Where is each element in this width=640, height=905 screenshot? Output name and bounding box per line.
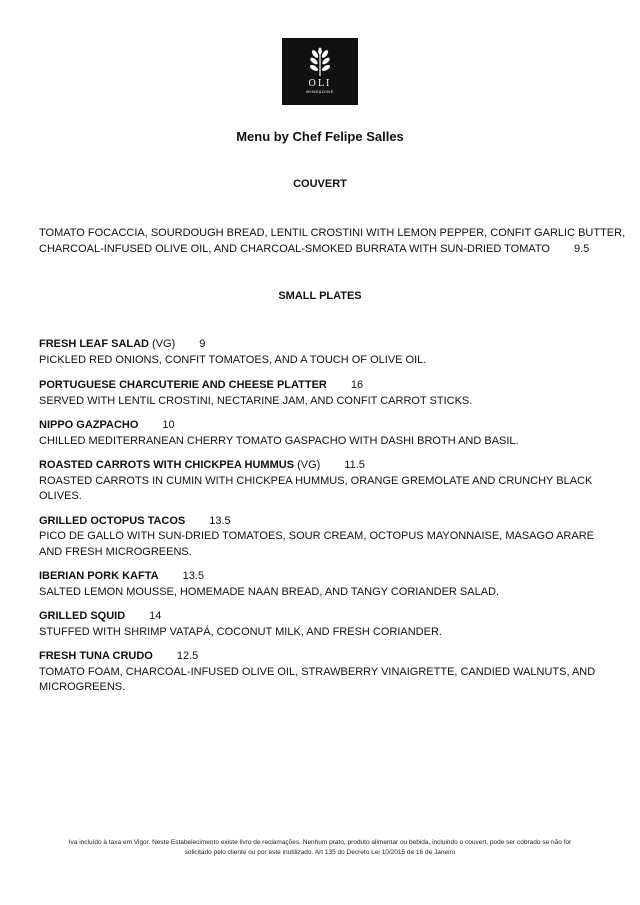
couvert-price: 9.5 (573, 243, 590, 255)
olive-branch-icon (305, 47, 335, 77)
couvert-line-2-text: CHARCOAL-INFUSED OLIVE OIL, AND CHARCOAL-SMOKED BURRATA WITH SUN-DRIED TOMATO (39, 243, 550, 255)
item-note: (VG) (149, 338, 176, 350)
item-description: CHILLED MEDITERRANEAN CHERRY TOMATO GASPACHO WITH DASHI BROTH AND BASIL. (39, 434, 519, 447)
menu-item (39, 649, 609, 696)
item-name: GRILLED SQUID (39, 610, 126, 622)
menu-item (39, 378, 609, 409)
item-name: PORTUGUESE CHARCUTERIE AND CHEESE PLATTER (39, 379, 327, 391)
menu-item (39, 569, 609, 600)
couvert-description (39, 225, 626, 257)
item-name: GRILLED OCTOPUS TACOS (39, 514, 186, 527)
item-description: STUFFED WITH SHRIMP VATAPÁ, COCONUT MILK, AND FRESH CORIANDER. (39, 625, 442, 638)
menu-item (39, 514, 609, 561)
item-name: NIPPO GAZPACHO (39, 419, 139, 431)
item-price: 11.5 (344, 459, 365, 471)
chef-credit: Menu by Chef Felipe Salles (236, 129, 404, 144)
small-plates-list (39, 337, 609, 696)
menu-item (39, 609, 609, 640)
item-description: SALTED LEMON MOUSSE, HOMEMADE NAAN BREAD, AND TANGY CORIANDER SALAD. (39, 585, 500, 598)
item-description: TOMATO FOAM, CHARCOAL-INFUSED OLIVE OIL, STRAWBERRY VINAIGRETTE, CANDIED WALNUTS, AND MICROGREENS. (39, 665, 596, 693)
item-price: 16 (350, 379, 364, 391)
item-description: PICO DE GALLO WITH SUN-DRIED TOMATOES, SOUR CREAM, OCTOPUS MAYONNAISE, MASAGO ARARE AND FRESH MICROGREENS. (39, 530, 594, 558)
menu-item (39, 418, 609, 449)
item-price: 13.5 (209, 514, 231, 527)
footer-line-2: solicitado pelo cliente ou por este inutilizado. Art 135 do Decreto Lei 10/2015 de 16 de Janeiro (184, 849, 456, 856)
item-name: FRESH TUNA CRUDO (39, 650, 153, 662)
couvert-line-1: TOMATO FOCACCIA, SOURDOUGH BREAD, LENTIL CROSTINI WITH LEMON PEPPER, CONFIT GARLIC BUTTER, (39, 227, 626, 239)
item-price: 12.5 (176, 650, 199, 662)
item-price: 10 (162, 419, 175, 431)
menu-item (39, 337, 609, 368)
item-price: 13.5 (182, 570, 204, 582)
small-plates-heading: SMALL PLATES (278, 290, 362, 302)
item-description: SERVED WITH LENTIL CROSTINI, NECTARINE JAM, AND CONFIT CARROT STICKS. (39, 394, 473, 407)
item-description: ROASTED CARROTS IN CUMIN WITH CHICKPEA HUMMUS, ORANGE GREMOLATE AND CRUNCHY BLACK OLIVES. (39, 474, 593, 502)
item-name: IBERIAN PORK KAFTA (39, 570, 159, 582)
item-name: FRESH LEAF SALAD (39, 338, 149, 350)
item-name: ROASTED CARROTS WITH CHICKPEA HUMMUS (39, 459, 295, 471)
item-price: 14 (149, 610, 162, 622)
footer-line-1: Iva incluído à taxa em Vigor. Neste Estabelecimento existe livro de reclamações. Nenhum prato, produto alimentar ou bebida, incluindo o couvert, pode ser cobrado se não for (68, 839, 572, 846)
legal-footer (30, 838, 610, 858)
item-note: (VG) (294, 459, 321, 471)
couvert-heading: COUVERT (293, 178, 347, 190)
menu-item (39, 458, 609, 505)
logo-subtitle: WINE&DINE (305, 89, 335, 94)
item-price: 9 (199, 338, 206, 350)
item-description: PICKLED RED ONIONS, CONFIT TOMATOES, AND A TOUCH OF OLIVE OIL. (39, 353, 427, 366)
logo-name: OLI (308, 79, 332, 89)
restaurant-logo (282, 38, 358, 105)
couvert-line-2 (39, 241, 609, 257)
